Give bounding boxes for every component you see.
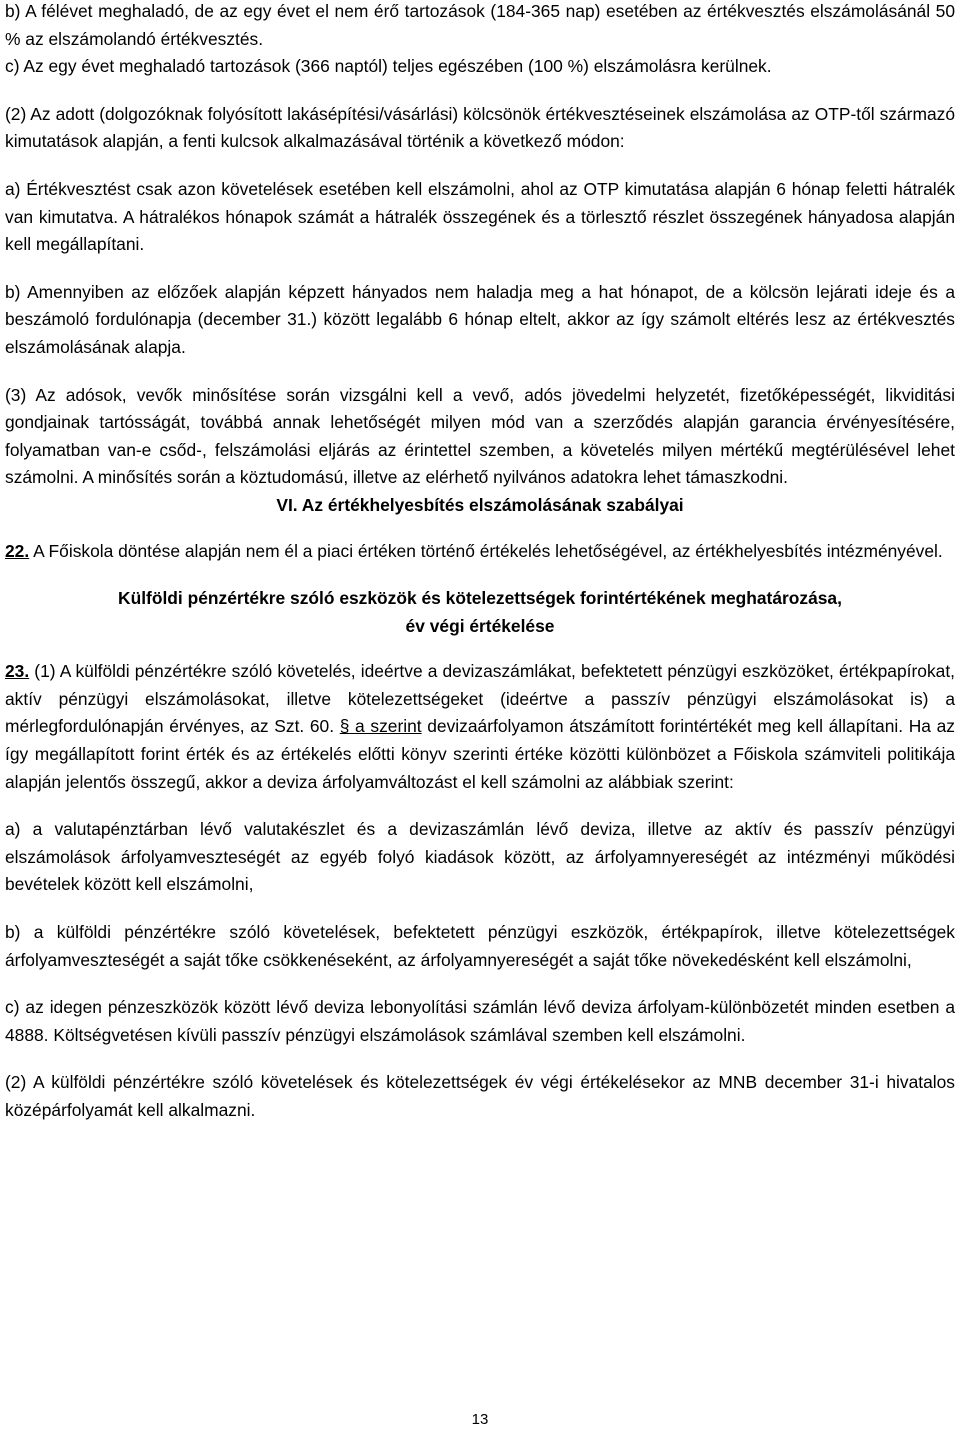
section-23-item-a: a) a valutapénztárban lévő valutakészlet és a devizaszámlán lévő deviza, illetve az aktív és passzív pénzügyi elszámolások árfolyamveszteségét az egyéb folyó kiadások között, az árfolyamnyereségét az intézményi működési bevételek között kell elszámolni, [5,819,955,895]
section-23-text-before: (1) A külföldi pénzértékre szóló követelés, ideértve a devizaszámlákat, befektetett pénzügyi eszközöket, értékpapírokat, aktív pénzügyi elszámolásokat, illetve kötelezettségeket (ideértve a passzív pénzügyi elszámolásokat is) a mérlegfordulónapján érvényes, az Szt. 60. [5,661,955,737]
section-22-number: 22. [5,540,30,561]
page-number: 13 [471,1411,489,1428]
section-23-1 [5,658,955,796]
section-22 [5,538,955,566]
paragraph-a-impairment: a) Értékvesztést csak azon követelések esetében kell elszámolni, ahol az OTP kimutatása alapján 6 hónap feletti hátralék van kimutatva. A hátralékos hónapok számát a hátralék összegének és a törlesztő részlet összegének hányadosa alapján kell megállapítani. [5,178,955,255]
paragraph-b-impairment: b) Amennyiben az előzőek alapján képzett hányados nem haladja meg a hat hónapot, de a kölcsön lejárati ideje és a beszámoló fordulónapja (december 31.) között legalább 6 hónap eltelt, akkor az így számolt eltérés lesz az értékvesztés elszámolásának alapja. [5,281,955,357]
section-reference-link[interactable]: § a szerint [339,716,422,737]
section-23-number: 23. [5,661,30,682]
section-23-item-b: b) a külföldi pénzértékre szóló követelések, befektetett pénzügyi eszközök, értékpapírok, illetve kötelezettségek árfolyamveszteségét a saját tőke csökkenéseként, az árfolyamnyereségét a saját tőke növekedésként kell elszámolni, [5,922,955,970]
foreign-currency-heading-line2: év végi értékelése [405,615,555,636]
section-22-text: A Főiskola döntése alapján nem él a piaci értéken történő értékelés lehetőségével, az értékhelyesbítés intézményével. [33,540,943,561]
foreign-currency-heading-line1: Külföldi pénzértékre szóló eszközök és kötelezettségek forintértékének meghatározása, [118,588,842,609]
paragraph-c-receivables: c) Az egy évet meghaladó tartozások (366 naptól) teljes egészében (100 %) elszámolásra kerülnek. [5,56,772,77]
paragraph-b-receivables: b) A félévet meghaladó, de az egy évet el nem érő tartozások (184-365 nap) esetében az értékvesztés elszámolásánál 50 % az elszámolandó értékvesztés. [5,1,955,49]
paragraph-2-loans: (2) Az adott (dolgozóknak folyósított lakásépítési/vásárlási) kölcsönök értékvesztéseinek elszámolása az OTP-től származó kimutatások alapján, a fenti kulcsok alkalmazásával történik a következő módon: [5,103,955,152]
section-23-2: (2) A külföldi pénzértékre szóló követelések és kötelezettségek év végi értékelésekor az MNB december 31-i hivatalos középárfolyamát kell alkalmazni. [5,1072,955,1120]
section-23-item-c: c) az idegen pénzeszközök között lévő deviza lebonyolítási számlán lévő deviza árfolyam-különbözetét minden esetben a 4888. Költségvetésen kívüli passzív pénzügyi elszámolások számlával szemben kell elszámolni. [5,997,955,1045]
section-23-text-after: devizaárfolyamon átszámított forintértékét meg kell állapítani. Ha az így megállapított forint érték és az értékelés előtti könyv szerinti értéke közötti különbözet a Főiskola számviteli politikája alapján jelentős összegű, akkor a deviza árfolyamváltozást el kell számolni az alábbiak szerint: [5,716,955,792]
section-vi-heading: VI. Az értékhelyesbítés elszámolásának szabályai [276,494,684,515]
paragraph-3-debtors: (3) Az adósok, vevők minősítése során vizsgálni kell a vevő, adós jövedelmi helyzetét, fizetőképességét, likviditási gondjainak tartósságát, továbbá annak lehetőségét milyen mód van a szerződés alapján garancia érvényesítésére, folyamatban van-e csőd-, felszámolási eljárás az érintettel szemben, a követelés milyen mértékű megtérülésével lehet számolni. A minősítés során a köztudomású, illetve az elérhető nyilvános adatokra lehet támaszkodni. [5,384,955,488]
foreign-currency-heading [5,585,955,640]
